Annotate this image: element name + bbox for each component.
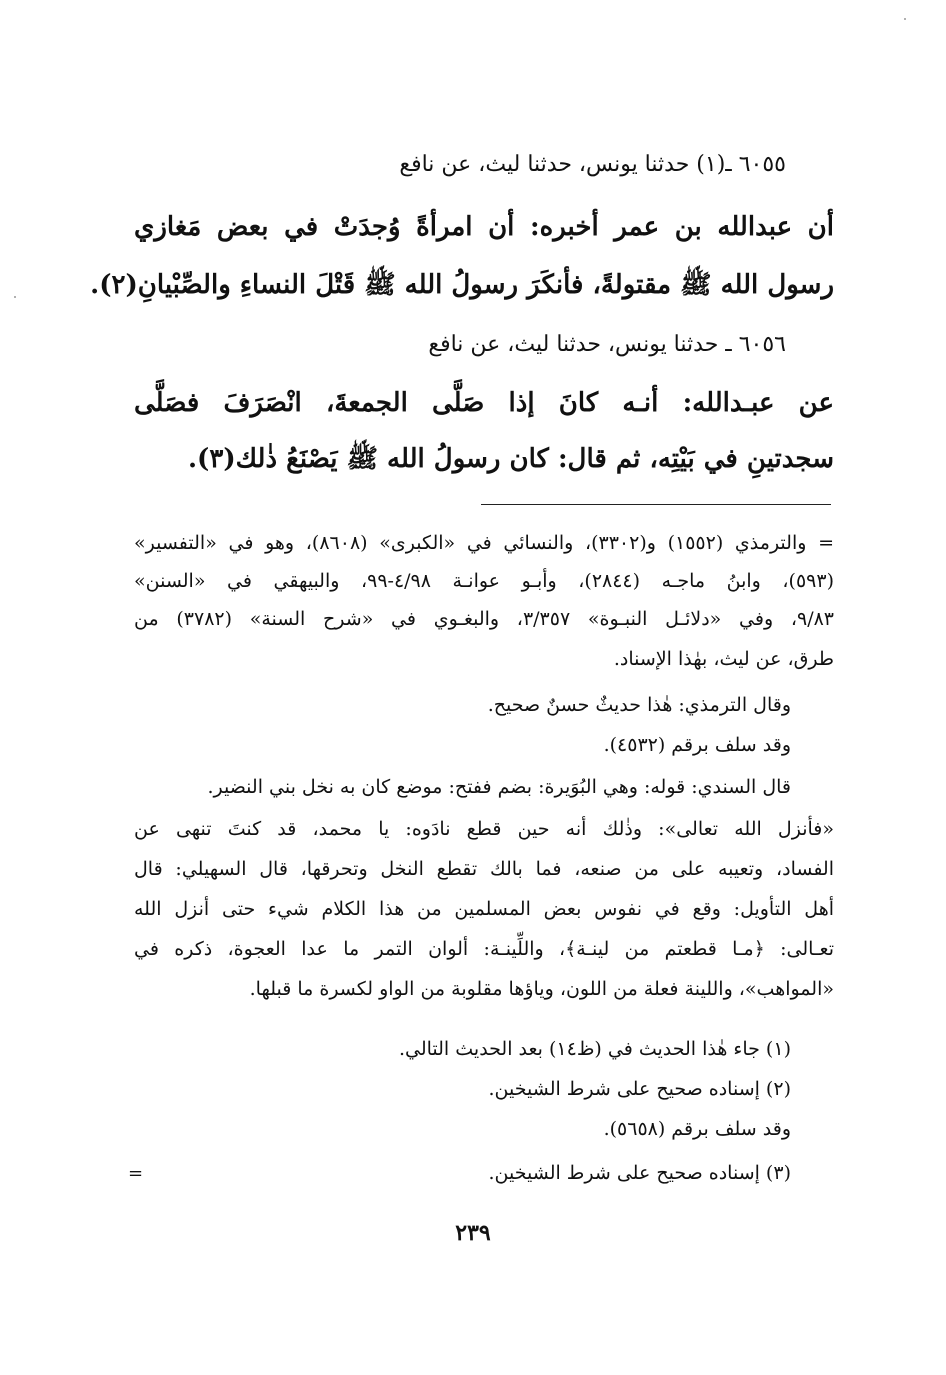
footnote-1: (١) جاء هٰذا الحديث في (ظ١٤) بعد الحديث التالي. [398, 1038, 791, 1060]
sindi-comment-line-5: تعـالى: ﴿مـا قطعتم من لينـة﴾، واللِّينـة: ألوان التمر ما عدا العجوة، ذكره في [134, 938, 834, 960]
hadith-6056-matn-line-1: عن عبـدالله: أنـه كانَ إذا صَلَّى الجمعةَ، انْصَرَفَ فصَلَّى [134, 388, 834, 418]
scan-speck [904, 18, 906, 20]
footnote-continuation-line-4: طرق، عن ليث، بهٰذا الإسناد. [613, 648, 834, 670]
previous-reference-1: وقد سلف برقم (٤٥٣٢). [603, 734, 791, 756]
scan-speck [14, 296, 16, 298]
page-number: ٢٣٩ [455, 1220, 491, 1246]
sindi-comment-line-1: قال السندي: قوله: وهي البُوَيرة: بضم ففتح: موضع كان به نخل بني النضير. [207, 776, 791, 798]
footnote-continuation-line-3: ٩/٨٣، وفي «دلائـل النبـوة» ٣/٣٥٧، والبغـوي في «شرح السنة» (٣٧٨٢) من [134, 608, 835, 630]
hadith-6055-matn-line-2: رسول الله ﷺ مقتولةً، فأنكَرَ رسولُ الله ﷺ قَتْلَ النساءِ والصِّبْيانِ(٢). [90, 270, 834, 300]
sindi-comment-line-2: «فأنزل الله تعالى»: وذٰلك أنه حين قطع نادَوه: يا محمد، قد كنتَ تنهى عن [134, 818, 834, 840]
footnote-continuation-line-1: = والترمذي (١٥٥٢) و(٣٣٠٢)، والنسائي في «الكبرى» (٨٦٠٨)، وهو في «التفسير» [134, 532, 835, 554]
footnote-continuation-line-2: (٥٩٣)، وابنُ ماجـه (٢٨٤٤)، وأبـو عوانـة ٤/٩٨-٩٩، والبيهقي في «السنن» [134, 570, 834, 592]
continued-marker: = [128, 1163, 144, 1184]
sindi-comment-line-6: «المواهب»، واللينة فعلة من اللون، وياؤها مقلوبة من الواو لكسرة ما قبلها. [249, 978, 834, 1000]
hadith-6055-matn-line-1: أن عبدالله بن عمر أخبره: أن امرأةً وُجدَتْ في بعض مَغازي [134, 212, 834, 242]
hadith-6056-matn-line-2: سجدتينِ في بَيْتِه، ثم قال: كان رسولُ الله ﷺ يَصْنَعُ ذٰلك(٣). [187, 444, 834, 474]
hadith-6055-isnad: ٦٠٥٥ ـ(١) حدثنا يونس، حدثنا ليث، عن نافع [399, 152, 786, 177]
hadith-6056-isnad: ٦٠٥٦ ـ حدثنا يونس، حدثنا ليث، عن نافع [428, 332, 786, 357]
tirmidhi-grading: وقال الترمذي: هٰذا حديثٌ حسنٌ صحيح. [487, 694, 791, 716]
sindi-comment-line-3: الفساد، وتعيبه على من صنعه، فما بالك تقطع النخل وتحرقها، قال السهيلي: قال [134, 858, 834, 880]
previous-reference-2: وقد سلف برقم (٥٦٥٨). [603, 1118, 791, 1140]
sindi-comment-line-4: أهل التأويل: وقع في نفوس بعض المسلمين من هذا الكلام شيء حتى أنزل الله [134, 898, 834, 920]
footnote-divider [481, 504, 831, 505]
footnote-3: (٣) إسناده صحيح على شرط الشيخين. [488, 1162, 791, 1184]
footnote-2: (٢) إسناده صحيح على شرط الشيخين. [488, 1078, 791, 1100]
